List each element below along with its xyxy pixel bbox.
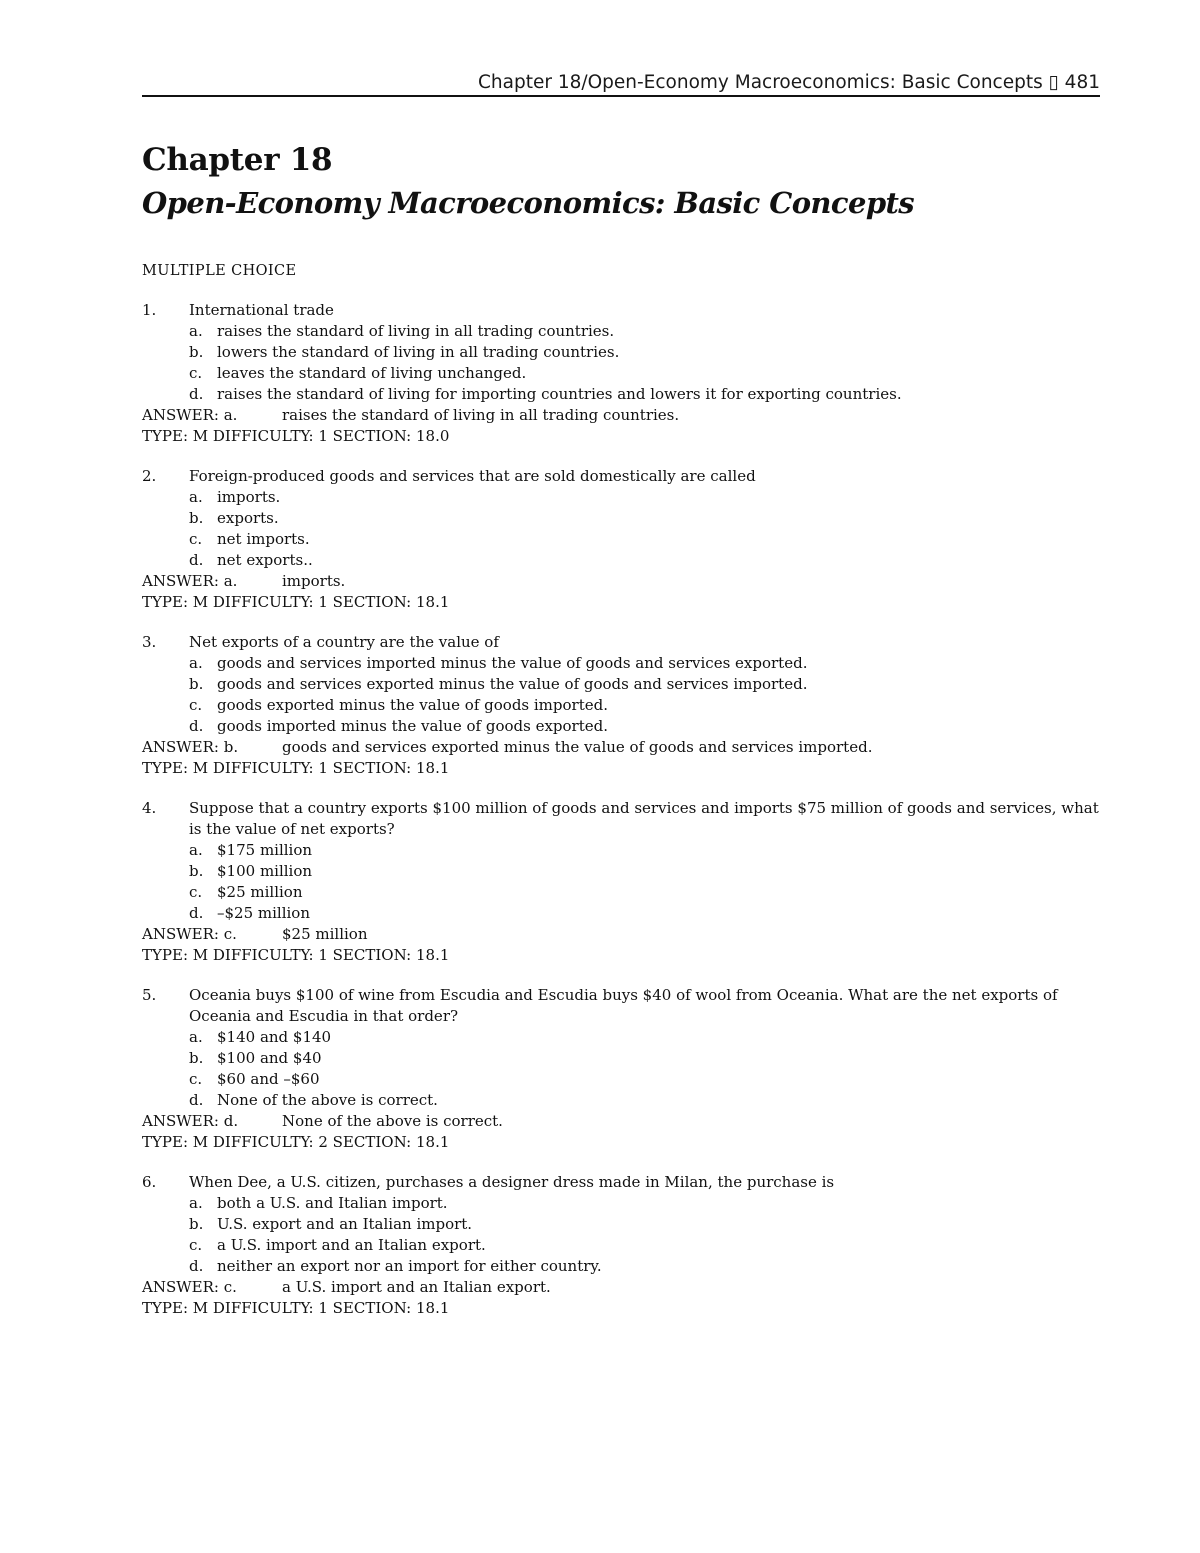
choice-text: goods imported minus the value of goods exported. bbox=[217, 717, 608, 735]
answer-choice bbox=[142, 1069, 1100, 1090]
choice-text: exports. bbox=[217, 509, 279, 527]
header-rule bbox=[142, 95, 1100, 97]
answer-choice bbox=[142, 674, 1100, 695]
answer-choice bbox=[142, 840, 1100, 861]
choice-text: U.S. export and an Italian import. bbox=[217, 1215, 473, 1233]
answer-choice bbox=[142, 861, 1100, 882]
question-number: 1. bbox=[142, 301, 157, 319]
question-block bbox=[142, 632, 1100, 779]
question-block bbox=[142, 985, 1100, 1153]
answer-choice bbox=[142, 1193, 1100, 1214]
chapter-title: Open-Economy Macroeconomics: Basic Concepts bbox=[142, 186, 915, 220]
choice-letter: d. bbox=[189, 1257, 204, 1275]
choice-text: goods and services imported minus the value of goods and services exported. bbox=[217, 654, 808, 672]
answer-choice bbox=[142, 1027, 1100, 1048]
question-block bbox=[142, 1172, 1100, 1319]
answer-choice bbox=[142, 882, 1100, 903]
choice-text: goods exported minus the value of goods imported. bbox=[217, 696, 608, 714]
answer-text: a U.S. import and an Italian export. bbox=[282, 1278, 551, 1296]
answer-line bbox=[142, 405, 1100, 426]
question-metadata: TYPE: M DIFFICULTY: 1 SECTION: 18.1 bbox=[142, 946, 450, 964]
choice-text: $175 million bbox=[217, 841, 313, 859]
choice-text: raises the standard of living in all trading countries. bbox=[217, 322, 615, 340]
choice-text: lowers the standard of living in all trading countries. bbox=[217, 343, 620, 361]
running-header: Chapter 18/Open-Economy Macroeconomics: Basic Concepts ▯ 481 bbox=[477, 72, 1100, 93]
answer-choice bbox=[142, 529, 1100, 550]
question-text: Foreign-produced goods and services that are sold domestically are called bbox=[189, 467, 756, 485]
answer-label: ANSWER: b. bbox=[142, 738, 239, 756]
question-text: International trade bbox=[189, 301, 334, 319]
question-list bbox=[142, 300, 1100, 1338]
choice-letter: c. bbox=[189, 1236, 203, 1254]
question-metadata: TYPE: M DIFFICULTY: 1 SECTION: 18.1 bbox=[142, 593, 450, 611]
answer-label: ANSWER: a. bbox=[142, 406, 238, 424]
answer-choice bbox=[142, 1235, 1100, 1256]
choice-text: $25 million bbox=[217, 883, 303, 901]
choice-text: leaves the standard of living unchanged. bbox=[217, 364, 527, 382]
question-stem bbox=[142, 300, 1100, 321]
choice-letter: a. bbox=[189, 654, 203, 672]
answer-choice bbox=[142, 1256, 1100, 1277]
choice-text: imports. bbox=[217, 488, 281, 506]
choice-letter: d. bbox=[189, 717, 204, 735]
answer-line bbox=[142, 1277, 1100, 1298]
choice-text: $100 and $40 bbox=[217, 1049, 322, 1067]
answer-choice bbox=[142, 653, 1100, 674]
choice-letter: b. bbox=[189, 862, 204, 880]
choice-letter: c. bbox=[189, 530, 203, 548]
answer-line bbox=[142, 924, 1100, 945]
answer-label: ANSWER: c. bbox=[142, 1278, 237, 1296]
answer-choice bbox=[142, 363, 1100, 384]
answer-choice bbox=[142, 342, 1100, 363]
answer-text: imports. bbox=[282, 572, 346, 590]
answer-choice bbox=[142, 1090, 1100, 1111]
question-text: Net exports of a country are the value of bbox=[189, 633, 499, 651]
choice-text: $140 and $140 bbox=[217, 1028, 332, 1046]
choice-letter: a. bbox=[189, 1028, 203, 1046]
question-stem bbox=[142, 798, 1100, 840]
question-stem bbox=[142, 985, 1100, 1027]
question-text: Suppose that a country exports $100 million of goods and services and imports $75 million of goods and services, what is the value of net exports? bbox=[189, 799, 1099, 838]
answer-choice bbox=[142, 1048, 1100, 1069]
choice-text: neither an export nor an import for either country. bbox=[217, 1257, 602, 1275]
answer-choice bbox=[142, 487, 1100, 508]
question-number: 4. bbox=[142, 799, 157, 817]
question-block bbox=[142, 466, 1100, 613]
question-number: 6. bbox=[142, 1173, 157, 1191]
question-block bbox=[142, 798, 1100, 966]
question-stem bbox=[142, 632, 1100, 653]
choice-letter: d. bbox=[189, 551, 204, 569]
answer-label: ANSWER: c. bbox=[142, 925, 237, 943]
question-stem bbox=[142, 1172, 1100, 1193]
choice-text: –$25 million bbox=[217, 904, 311, 922]
answer-label: ANSWER: a. bbox=[142, 572, 238, 590]
choice-letter: b. bbox=[189, 343, 204, 361]
choice-text: net imports. bbox=[217, 530, 310, 548]
question-metadata: TYPE: M DIFFICULTY: 1 SECTION: 18.0 bbox=[142, 427, 450, 445]
choice-letter: a. bbox=[189, 488, 203, 506]
section-heading: MULTIPLE CHOICE bbox=[142, 263, 297, 279]
choice-letter: a. bbox=[189, 322, 203, 340]
choice-text: net exports.. bbox=[217, 551, 313, 569]
answer-choice bbox=[142, 1214, 1100, 1235]
question-number: 5. bbox=[142, 986, 157, 1004]
choice-letter: d. bbox=[189, 1091, 204, 1109]
choice-letter: b. bbox=[189, 509, 204, 527]
answer-text: $25 million bbox=[282, 925, 368, 943]
choice-text: a U.S. import and an Italian export. bbox=[217, 1236, 486, 1254]
question-block bbox=[142, 300, 1100, 447]
choice-text: both a U.S. and Italian import. bbox=[217, 1194, 448, 1212]
choice-letter: d. bbox=[189, 904, 204, 922]
choice-letter: c. bbox=[189, 364, 203, 382]
choice-letter: d. bbox=[189, 385, 204, 403]
choice-text: $60 and –$60 bbox=[217, 1070, 320, 1088]
choice-text: $100 million bbox=[217, 862, 313, 880]
answer-choice bbox=[142, 695, 1100, 716]
answer-choice bbox=[142, 384, 1100, 405]
answer-choice bbox=[142, 550, 1100, 571]
choice-text: goods and services exported minus the value of goods and services imported. bbox=[217, 675, 808, 693]
answer-text: None of the above is correct. bbox=[282, 1112, 503, 1130]
answer-text: goods and services exported minus the value of goods and services imported. bbox=[282, 738, 873, 756]
choice-letter: a. bbox=[189, 841, 203, 859]
answer-line bbox=[142, 1111, 1100, 1132]
choice-letter: b. bbox=[189, 675, 204, 693]
answer-line bbox=[142, 737, 1100, 758]
answer-choice bbox=[142, 716, 1100, 737]
chapter-number: Chapter 18 bbox=[142, 142, 333, 178]
choice-letter: c. bbox=[189, 1070, 203, 1088]
answer-line bbox=[142, 571, 1100, 592]
answer-choice bbox=[142, 321, 1100, 342]
question-stem bbox=[142, 466, 1100, 487]
choice-letter: a. bbox=[189, 1194, 203, 1212]
choice-letter: b. bbox=[189, 1049, 204, 1067]
question-text: Oceania buys $100 of wine from Escudia and Escudia buys $40 of wool from Oceania. What are the net exports of Oceania and Escudia in that order? bbox=[189, 986, 1058, 1025]
answer-text: raises the standard of living in all trading countries. bbox=[282, 406, 680, 424]
question-number: 2. bbox=[142, 467, 157, 485]
question-number: 3. bbox=[142, 633, 157, 651]
question-metadata: TYPE: M DIFFICULTY: 1 SECTION: 18.1 bbox=[142, 759, 450, 777]
answer-choice bbox=[142, 903, 1100, 924]
answer-label: ANSWER: d. bbox=[142, 1112, 239, 1130]
choice-letter: c. bbox=[189, 883, 203, 901]
answer-choice bbox=[142, 508, 1100, 529]
choice-text: None of the above is correct. bbox=[217, 1091, 438, 1109]
question-metadata: TYPE: M DIFFICULTY: 1 SECTION: 18.1 bbox=[142, 1299, 450, 1317]
choice-text: raises the standard of living for importing countries and lowers it for exporting countries. bbox=[217, 385, 902, 403]
choice-letter: b. bbox=[189, 1215, 204, 1233]
question-metadata: TYPE: M DIFFICULTY: 2 SECTION: 18.1 bbox=[142, 1133, 450, 1151]
choice-letter: c. bbox=[189, 696, 203, 714]
question-text: When Dee, a U.S. citizen, purchases a designer dress made in Milan, the purchase is bbox=[189, 1173, 835, 1191]
